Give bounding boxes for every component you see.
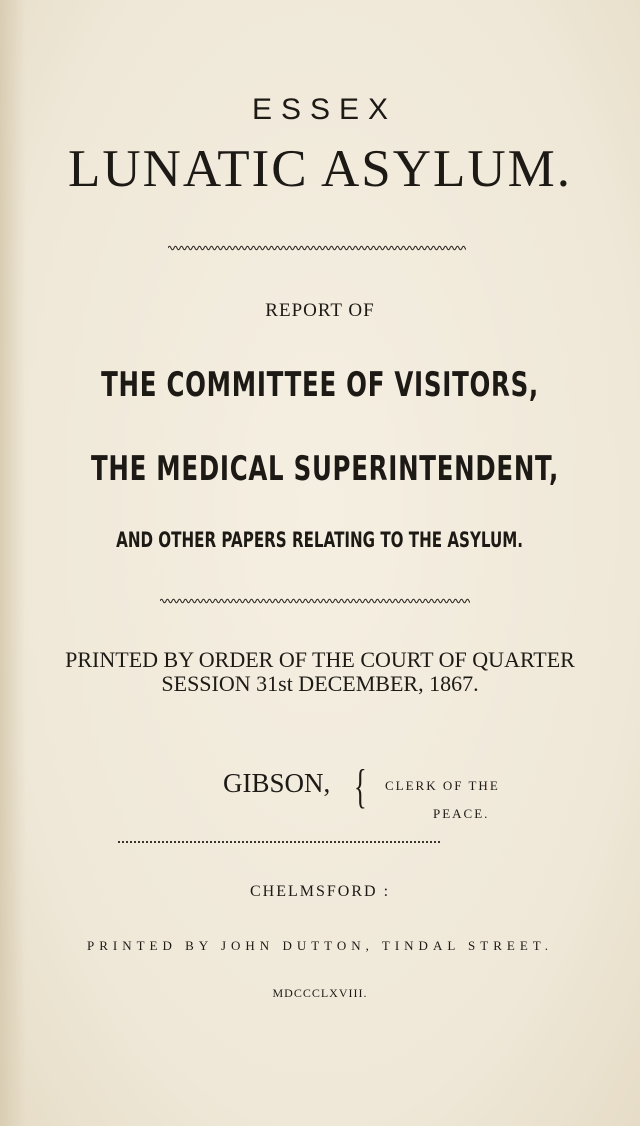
imprint-place: CHELMSFORD : (249, 883, 391, 900)
wavy-rule-bottom (160, 597, 470, 605)
wavy-rule-top (168, 244, 466, 252)
signatory-title-line1: CLERK OF THE (385, 778, 500, 793)
title-essex: ESSEX (251, 93, 398, 126)
printed-by-order-block (0, 648, 640, 696)
title-lunatic-asylum: LUNATIC ASYLUM. (67, 140, 573, 198)
signatory-title-line2: PEACE. (433, 806, 490, 821)
curly-brace-icon: { (354, 760, 367, 813)
printed-by-order-line1: PRINTED BY ORDER OF THE COURT OF QUARTER (65, 647, 575, 672)
imprint-year: MDCCCLXVIII. (272, 986, 368, 1000)
medical-superintendent-line (0, 449, 640, 489)
committee-line (0, 365, 640, 405)
other-papers-line-text: AND OTHER PAPERS RELATING TO THE ASYLUM. (116, 528, 524, 552)
imprint-printer: PRINTED BY JOHN DUTTON, TINDAL STREET. (87, 938, 553, 953)
committee-line-text: THE COMMITTEE OF VISITORS, (101, 365, 539, 405)
printed-by-order-line2: SESSION 31st DECEMBER, 1867. (161, 671, 479, 696)
other-papers-line (0, 528, 640, 553)
report-of-heading: REPORT OF (265, 300, 375, 321)
medical-superintendent-line-text: THE MEDICAL SUPERINTENDENT, (90, 449, 559, 489)
dotted-rule (118, 841, 440, 843)
signatory-name: GIBSON, (223, 768, 331, 798)
